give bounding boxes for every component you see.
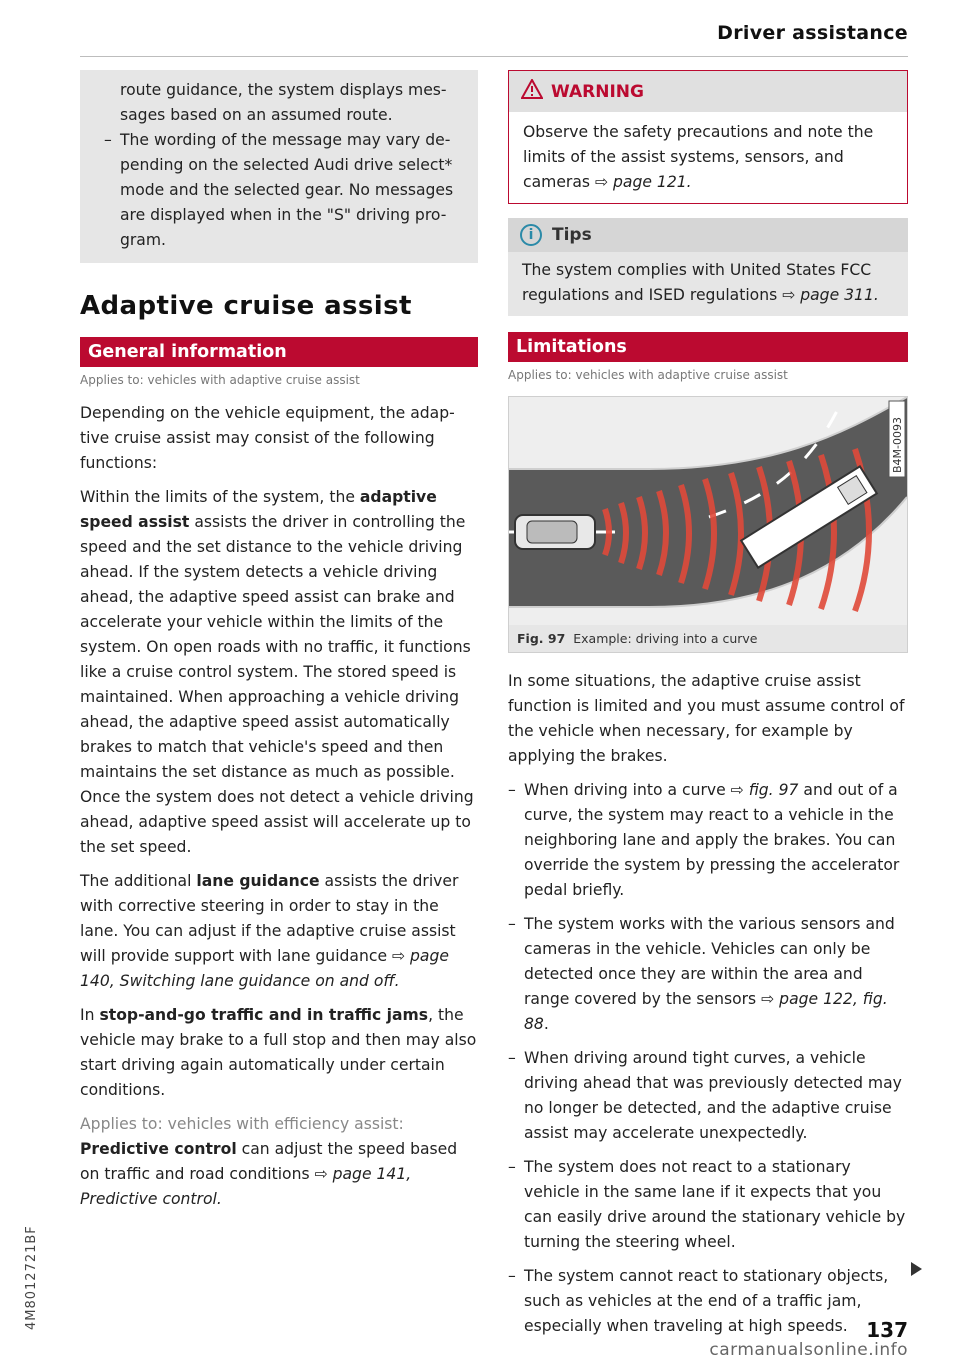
warning-header bbox=[509, 71, 907, 112]
paragraph-predictive-control: Applies to: vehicles with efficiency assist: Predictive control can adjust the speed based on traffic and road conditions ⇨ page 141, Predictive control. bbox=[80, 1115, 458, 1208]
right-column bbox=[508, 70, 908, 1348]
limitations-intro: In some situations, the adaptive cruise assist function is limited and you must assume control of the vehicle when necessary, for example by applying the brakes. bbox=[508, 672, 905, 765]
link-page-140[interactable]: ⇨ page 140, Switching lane guidance on and off. bbox=[80, 947, 449, 990]
warning-text: Observe the safety precautions and note the limits of the assist systems, sensors, and cameras ⇨ page 121. bbox=[523, 123, 874, 191]
note-line: route guidance, the system displays mes- sages based on an assumed route. bbox=[120, 81, 447, 124]
term-adaptive-speed-assist: adaptive speed assist bbox=[80, 488, 437, 531]
paragraph-intro: Depending on the vehicle equipment, the adap- tive cruise assist may consist of the following functions: bbox=[80, 404, 455, 472]
curve-diagram bbox=[509, 397, 907, 625]
note-item: – The wording of the message may vary de- pending on the selected Audi drive select* mode and the selected gear. No messages are displayed when in the "S" driving pro- gram. bbox=[104, 128, 460, 253]
tips-box bbox=[508, 218, 908, 316]
limitations-list bbox=[508, 778, 908, 1339]
link-fig-97[interactable]: ⇨ fig. 97 bbox=[730, 781, 799, 799]
section-title: Adaptive cruise assist bbox=[80, 291, 412, 321]
term-stop-and-go: stop-and-go traffic and in traffic jams bbox=[99, 1006, 429, 1024]
watermark: carmanualsonline.info bbox=[709, 1340, 908, 1360]
term-predictive-control: Predictive control bbox=[80, 1140, 237, 1158]
tips-label: Tips bbox=[552, 225, 592, 245]
continued-note-box bbox=[80, 70, 478, 263]
link-page-122[interactable]: ⇨ page 122, fig. 88 bbox=[524, 990, 888, 1033]
page-number: 137 bbox=[866, 1318, 908, 1342]
header-rule bbox=[80, 56, 908, 57]
list-item: – The system works with the various sensors and cameras in the vehicle. Vehicles can only be detected once they are within the area and range covered by the sensors ⇨ page 122, fig. 88. bbox=[508, 912, 908, 1037]
tips-text: The system complies with United States FCC regulations and ISED regulations ⇨ page 311. bbox=[508, 252, 908, 316]
curve-illustration bbox=[509, 397, 907, 625]
warning-label: WARNING bbox=[551, 81, 644, 102]
applies-to: Applies to: vehicles with adaptive cruise assist bbox=[80, 373, 360, 387]
info-icon: i bbox=[520, 224, 542, 246]
subsection-title: General information bbox=[80, 337, 478, 367]
paragraph-lane-guidance: The additional lane guidance assists the driver with corrective steering in order to stay in the lane. You can adjust if the adaptive cruise assist will provide support with lane guidance ⇨ page 140, Switching lane guidance on and off. bbox=[80, 872, 459, 990]
figure-97 bbox=[508, 396, 908, 653]
warning-box bbox=[508, 70, 908, 204]
list-item: – The system does not react to a stationary vehicle in the same lane if it expects that you can easily drive around the stationary vehicle by turning the steering wheel. bbox=[508, 1155, 908, 1255]
list-item: – When driving around tight curves, a vehicle driving ahead that was previously detected may no longer be detected, and the adaptive cruise assist may accelerate unexpectedly. bbox=[508, 1046, 908, 1146]
figure-code: B4M-0093 bbox=[891, 417, 904, 473]
list-item: – When driving into a curve ⇨ fig. 97 and out of a curve, the system may react to a vehicle in the neighboring lane and apply the brakes. You can override the system by pressing the accelerator pedal briefly. bbox=[508, 778, 908, 903]
tips-header bbox=[508, 218, 908, 252]
link-page-121[interactable]: ⇨ page 121. bbox=[594, 173, 692, 191]
link-page-311[interactable]: ⇨ page 311. bbox=[782, 286, 879, 304]
document-code: 4M8012721BF bbox=[24, 1225, 39, 1330]
warning-icon bbox=[521, 79, 543, 104]
left-column bbox=[80, 70, 478, 1221]
paragraph-stop-and-go: In stop-and-go traffic and in traffic jams, the vehicle may brake to a full stop and then may also start driving again automatically under certain conditions. bbox=[80, 1006, 477, 1099]
applies-to-limitations: Applies to: vehicles with adaptive cruise assist bbox=[508, 368, 788, 382]
continue-arrow-icon bbox=[911, 1262, 922, 1276]
limitations-title: Limitations bbox=[508, 332, 908, 362]
link-page-141[interactable]: ⇨ page 141, Predictive control. bbox=[80, 1165, 412, 1208]
figure-caption: Fig. 97 Example: driving into a curve bbox=[509, 625, 907, 652]
running-header: Driver assistance bbox=[717, 22, 908, 44]
list-item: – The system cannot react to stationary objects, such as vehicles at the end of a traffic jam, especially when traveling at high speeds. bbox=[508, 1264, 908, 1339]
paragraph-speed-assist: Within the limits of the system, the adaptive speed assist assists the driver in controlling the speed and the set distance to the vehicle driving ahead. If the system detects a vehicle driving ahead, the adaptive speed assist can brake and accelerate your vehicle within the limits of the system. On open roads with no traffic, it functions like a cruise control system. The stored speed is maintained. When approaching a vehicle driving ahead, the adaptive speed assist automatically brakes to match that vehicle's speed and then maintains the set distance as much as possible. Once the system does not detect a vehicle driving ahead, adaptive speed assist will accelerate up to the set speed. bbox=[80, 488, 474, 856]
term-lane-guidance: lane guidance bbox=[196, 872, 320, 890]
